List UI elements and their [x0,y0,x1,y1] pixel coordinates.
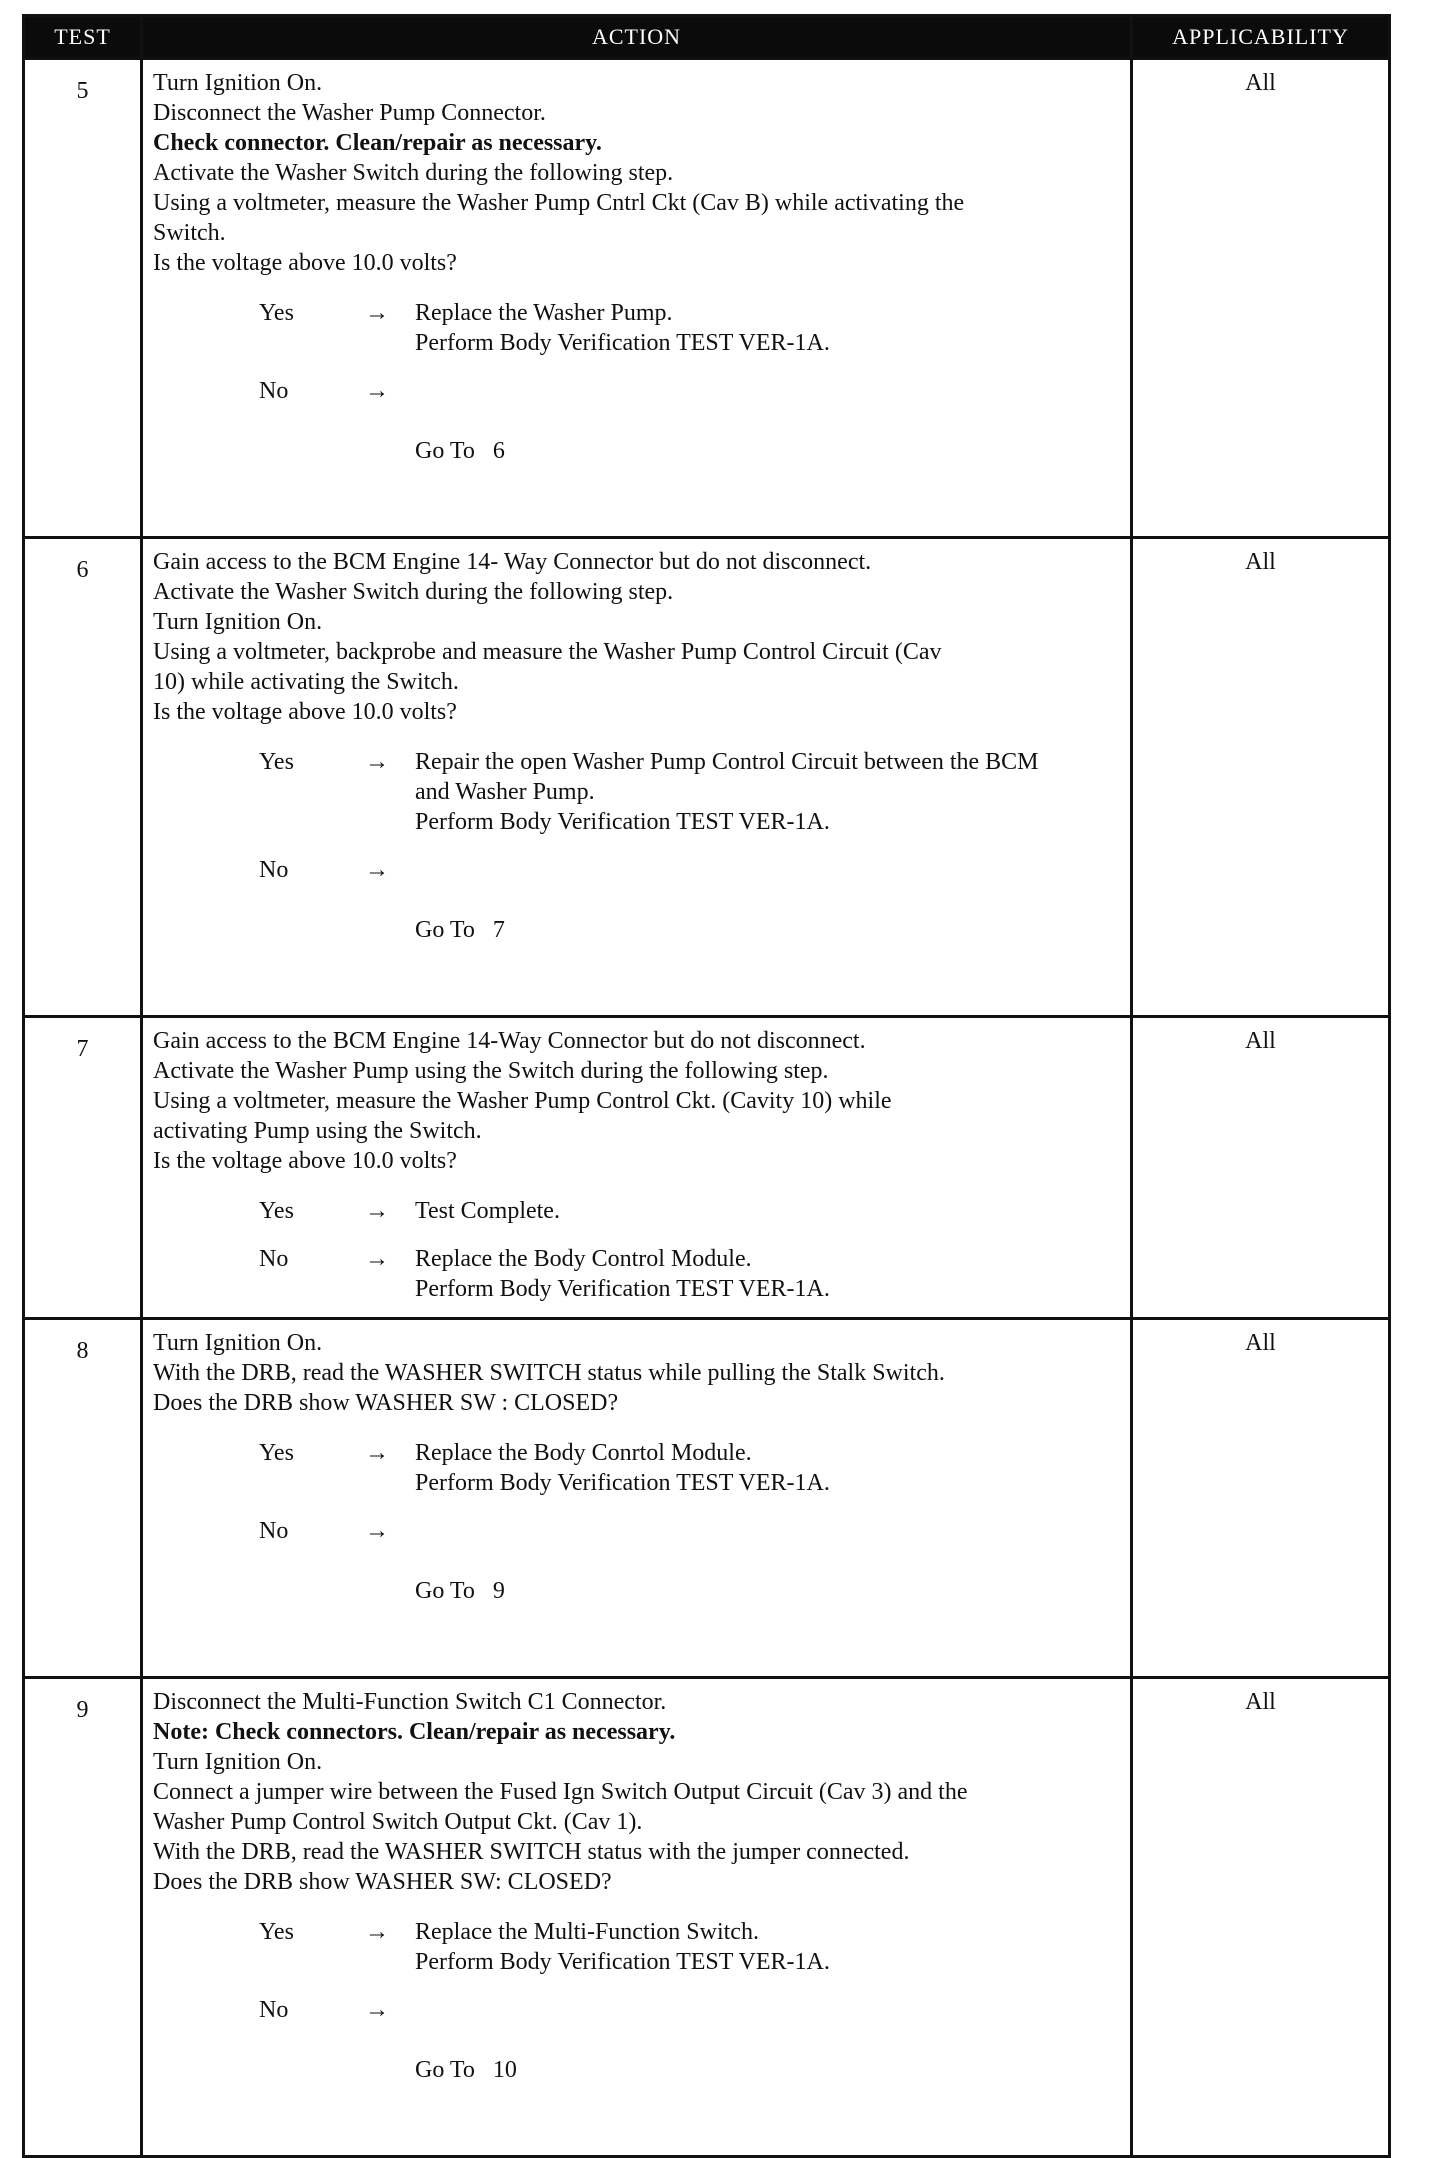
branch-result: Perform Body Verification TEST VER-1A. [415,330,830,356]
action-note: Check connector. Clean/repair as necessary. [153,130,602,156]
no-label: No [259,1997,289,2023]
right-arrow-icon: → [365,749,389,775]
action-line: activating Pump using the Switch. [153,1118,482,1144]
action-line: Gain access to the BCM Engine 14-Way Connector but do not disconnect. [153,1028,866,1054]
header-applicability: APPLICABILITY [1132,16,1390,59]
yes-label: Yes [259,1919,294,1945]
applicability-cell: All [1132,1017,1390,1319]
action-line: Activate the Washer Pump using the Switch during the following step. [153,1058,829,1084]
test-number: 7 [24,1017,142,1319]
branch-result: Replace the Body Control Module. [415,1246,752,1272]
action-note: Note: Check connectors. Clean/repair as necessary. [153,1719,676,1745]
action-line: Turn Ignition On. [153,1749,323,1775]
yes-label: Yes [259,300,294,326]
right-arrow-icon: → [365,300,389,326]
yes-label: Yes [259,1198,294,1224]
right-arrow-icon: → [365,1518,389,1544]
action-line: Activate the Washer Switch during the following step. [153,579,674,605]
action-cell [142,59,1132,538]
yes-branch [153,1196,1122,1226]
no-branch [153,1244,1122,1304]
header-action: ACTION [142,16,1132,59]
action-question: Is the voltage above 10.0 volts? [153,250,457,276]
branch-result: Repair the open Washer Pump Control Circuit between the BCM [415,749,1039,775]
action-question: Does the DRB show WASHER SW: CLOSED? [153,1869,612,1895]
action-line: With the DRB, read the WASHER SWITCH status while pulling the Stalk Switch. [153,1360,945,1386]
action-line: Gain access to the BCM Engine 14- Way Connector but do not disconnect. [153,549,872,575]
action-line: Using a voltmeter, backprobe and measure the Washer Pump Control Circuit (Cav [153,639,942,665]
branch-result: Replace the Multi-Function Switch. [415,1919,759,1945]
header-test: TEST [24,16,142,59]
test-number: 6 [24,538,142,1017]
right-arrow-icon: → [365,1440,389,1466]
action-line: Using a voltmeter, measure the Washer Pump Cntrl Ckt (Cav B) while activating the [153,190,965,216]
yes-branch [153,1917,1122,1977]
applicability-cell: All [1132,1319,1390,1678]
action-question: Is the voltage above 10.0 volts? [153,1148,457,1174]
right-arrow-icon: → [365,378,389,404]
table-header-row [24,16,1390,59]
action-line: Washer Pump Control Switch Output Ckt. (Cav 1). [153,1809,643,1835]
action-line: 10) while activating the Switch. [153,669,459,695]
right-arrow-icon: → [365,1246,389,1272]
test-number: 9 [24,1678,142,2157]
branch-result: and Washer Pump. [415,779,595,805]
branch-result: Perform Body Verification TEST VER-1A. [415,809,830,835]
branch-result: Replace the Washer Pump. [415,300,673,326]
right-arrow-icon: → [365,857,389,883]
no-branch [153,855,1122,1005]
action-line: Turn Ignition On. [153,1330,323,1356]
action-line: Connect a jumper wire between the Fused Ign Switch Output Circuit (Cav 3) and the [153,1779,968,1805]
branch-result: Go To 7 [415,917,505,943]
right-arrow-icon: → [365,1997,389,2023]
action-cell [142,1319,1132,1678]
branch-result: Perform Body Verification TEST VER-1A. [415,1470,830,1496]
branch-result: Test Complete. [415,1198,560,1224]
table-row [24,59,1390,538]
table-row [24,1678,1390,2157]
applicability-cell: All [1132,538,1390,1017]
no-label: No [259,857,289,883]
right-arrow-icon: → [365,1919,389,1945]
action-question: Does the DRB show WASHER SW : CLOSED? [153,1390,619,1416]
action-line: Turn Ignition On. [153,609,323,635]
right-arrow-icon: → [365,1198,389,1224]
action-line: Switch. [153,220,226,246]
no-label: No [259,1246,289,1272]
branch-result: Replace the Body Conrtol Module. [415,1440,752,1466]
yes-branch [153,1438,1122,1498]
yes-branch [153,298,1122,358]
table-row [24,538,1390,1017]
action-line: Activate the Washer Switch during the following step. [153,160,674,186]
no-label: No [259,1518,289,1544]
action-cell [142,538,1132,1017]
yes-branch [153,747,1122,837]
branch-result: Perform Body Verification TEST VER-1A. [415,1949,830,1975]
branch-result: Go To 9 [415,1578,505,1604]
applicability-cell: All [1132,59,1390,538]
yes-label: Yes [259,1440,294,1466]
action-line: Disconnect the Washer Pump Connector. [153,100,546,126]
action-line: Turn Ignition On. [153,70,323,96]
action-line: Disconnect the Multi-Function Switch C1 Connector. [153,1689,667,1715]
no-label: No [259,378,289,404]
diagnostic-test-table [22,14,1391,2158]
test-number: 5 [24,59,142,538]
branch-result: Go To 6 [415,438,505,464]
applicability-cell: All [1132,1678,1390,2157]
action-line: Using a voltmeter, measure the Washer Pump Control Ckt. (Cavity 10) while [153,1088,892,1114]
action-line: With the DRB, read the WASHER SWITCH status with the jumper connected. [153,1839,910,1865]
branch-result: Go To 10 [415,2057,517,2083]
action-question: Is the voltage above 10.0 volts? [153,699,457,725]
action-cell [142,1678,1132,2157]
no-branch [153,1516,1122,1666]
table-row [24,1319,1390,1678]
test-number: 8 [24,1319,142,1678]
table-row [24,1017,1390,1319]
action-cell [142,1017,1132,1319]
no-branch [153,376,1122,526]
no-branch [153,1995,1122,2145]
yes-label: Yes [259,749,294,775]
branch-result: Perform Body Verification TEST VER-1A. [415,1276,830,1302]
